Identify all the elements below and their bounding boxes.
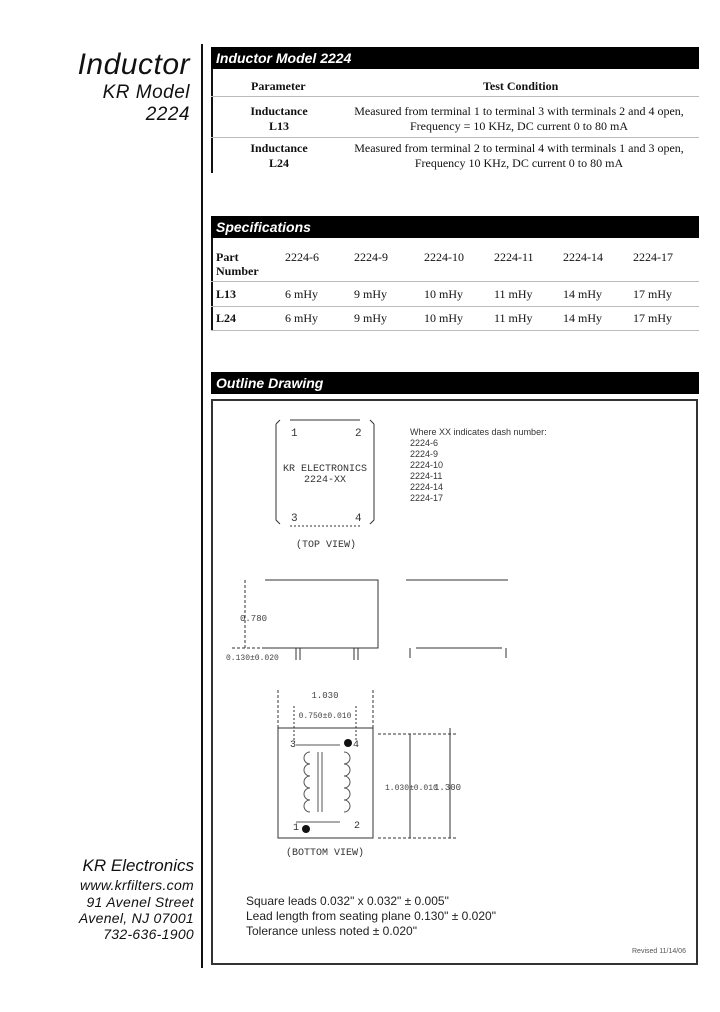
dash-legend-intro: Where XX indicates dash number:: [410, 427, 547, 437]
spec-value: 11 mHy: [494, 287, 533, 301]
note-tolerance: Tolerance unless noted ± 0.020": [246, 924, 417, 938]
dash-legend-item: 2224-14: [410, 482, 444, 492]
dash-legend-item: 2224-6: [410, 438, 439, 448]
top-pin-4: 4: [355, 513, 362, 525]
spec-value: 11 mHy: [494, 311, 533, 325]
note-lead-length: Lead length from seating plane 0.130" ± 0.020": [246, 909, 496, 923]
company-city: Avenel, NJ 07001: [78, 910, 194, 926]
note-lead-size: Square leads 0.032" x 0.032" ± 0.005": [246, 894, 449, 908]
bottom-view-caption: (BOTTOM VIEW): [285, 848, 365, 859]
spec-row-label: L13: [216, 287, 237, 301]
part-column-header: 2224-10: [424, 250, 464, 264]
top-view-label: KR ELECTRONICS: [282, 464, 368, 475]
part-column-header: 2224-11: [494, 250, 534, 264]
spec-value: 6 mHy: [285, 311, 318, 325]
bottom-pin-1: 1: [293, 823, 300, 834]
spec-row-label: L24: [216, 311, 237, 325]
part-column-header: 2224-14: [563, 250, 603, 264]
bottom-pin-3: 3: [290, 740, 297, 751]
dash-legend-item: 2224-10: [410, 460, 444, 470]
company-name: KR Electronics: [82, 856, 194, 875]
bottom-width-dim: 1.030: [311, 691, 339, 701]
product-title: Inductor: [77, 48, 190, 81]
spec-value: 10 mHy: [424, 287, 463, 301]
spec-value: 6 mHy: [285, 287, 318, 301]
spec-value: 9 mHy: [354, 311, 387, 325]
top-pin-2: 2: [355, 428, 362, 440]
company-street: 91 Avenel Street: [86, 894, 194, 910]
bottom-pin-4: 4: [353, 740, 360, 751]
top-pin-1: 1: [291, 428, 298, 440]
specifications-title: Specifications: [211, 216, 699, 238]
part-column-header: 2224-6: [285, 250, 319, 264]
product-model-number: 2224: [145, 104, 190, 125]
outline-title: Outline Drawing: [211, 372, 699, 394]
model-section-title: Inductor Model 2224: [211, 47, 699, 69]
part-column-header: 2224-17: [633, 250, 673, 264]
spec-value: 17 mHy: [633, 287, 672, 301]
dash-legend-item: 2224-9: [410, 449, 439, 459]
spec-value: 9 mHy: [354, 287, 387, 301]
lead-length-dim: 0.130±0.020: [226, 654, 279, 663]
product-subtitle: KR Model: [102, 82, 190, 103]
dash-number-legend: [410, 427, 547, 504]
part-column-header: 2224-9: [354, 250, 388, 264]
bottom-pitch-dim: 0.750±0.010: [298, 712, 352, 721]
spec-value: 14 mHy: [563, 287, 602, 301]
condition-header: Test Condition: [483, 79, 559, 93]
company-website[interactable]: www.krfilters.com: [80, 877, 194, 893]
condition-line: Measured from terminal 2 to terminal 4 with terminals 1 and 3 open,: [354, 141, 684, 155]
pin-4-dot: [344, 739, 352, 747]
drawing-notes: [246, 894, 496, 939]
condition-line: Measured from terminal 1 to terminal 3 with terminals 2 and 4 open,: [354, 104, 684, 118]
parameter-name: Inductance L24: [250, 141, 308, 170]
company-phone: 732-636-1900: [103, 926, 194, 942]
parameter-name: Inductance L13: [250, 104, 308, 133]
pin-1-dot: [302, 825, 310, 833]
winding-coils: [296, 745, 350, 822]
spec-value: 17 mHy: [633, 311, 672, 325]
spec-value: 14 mHy: [563, 311, 602, 325]
bottom-height-dim: 1.300: [434, 783, 462, 793]
revision-date: Revised 11/14/06: [632, 948, 686, 955]
top-view-caption: (TOP VIEW): [295, 540, 357, 551]
number-label: Number: [216, 264, 259, 278]
top-pin-3: 3: [291, 513, 298, 525]
dash-legend-item: 2224-11: [410, 471, 443, 481]
dash-legend-item: 2224-17: [410, 493, 444, 503]
bottom-pin-2: 2: [354, 821, 361, 832]
condition-line: Frequency = 10 KHz, DC current 0 to 80 mA: [409, 119, 629, 133]
part-label: Part: [216, 250, 239, 264]
bottom-pitch-vertical-dim: 1.030±0.010: [385, 784, 438, 793]
side-view-right: [406, 580, 508, 658]
parameter-header: Parameter: [251, 79, 306, 93]
top-view-part-marking: 2224-XX: [303, 475, 347, 486]
spec-value: 10 mHy: [424, 311, 463, 325]
side-height-dim: 0.780: [240, 614, 268, 624]
condition-line: Frequency 10 KHz, DC current 0 to 80 mA: [414, 156, 624, 170]
